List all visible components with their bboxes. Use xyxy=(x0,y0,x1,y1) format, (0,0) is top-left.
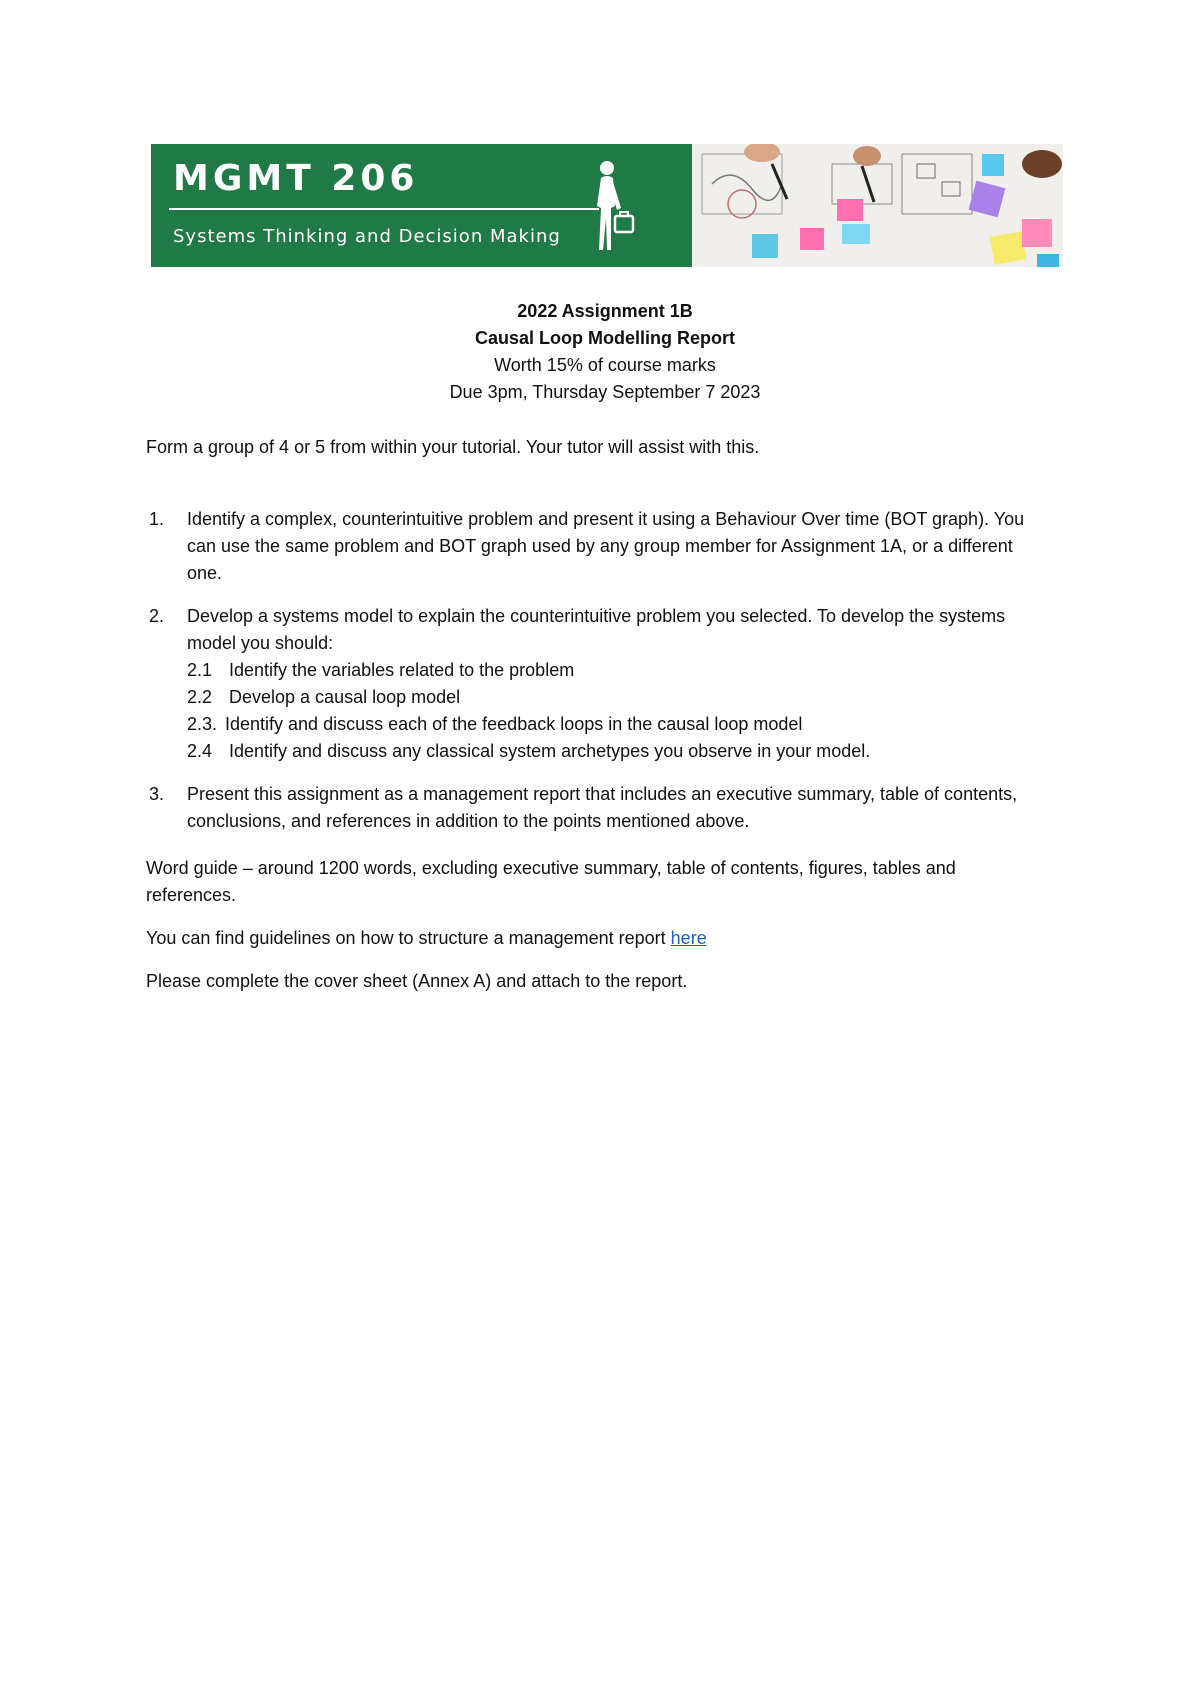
guidelines-text: You can find guidelines on how to structure a management report xyxy=(146,928,671,948)
report-title: Causal Loop Modelling Report xyxy=(475,328,735,348)
list-item xyxy=(146,781,1046,835)
sub-item-text: Identify the variables related to the problem xyxy=(229,660,575,680)
businesswoman-icon xyxy=(581,158,641,258)
whiteboard-photo xyxy=(692,144,1063,267)
sub-item-number: 2.2 xyxy=(187,687,213,707)
list-item xyxy=(146,506,1046,587)
banner-green-panel xyxy=(151,144,692,267)
course-subtitle: Systems Thinking and Decision Making xyxy=(173,226,561,247)
course-code: MGMT 206 xyxy=(173,158,419,199)
list-item-text: Present this assignment as a management report that includes an executive summary, table of contents, conclusions, and references in addition to the points mentioned above. xyxy=(187,784,1018,831)
list-item-text: Develop a systems model to explain the counterintuitive problem you selected. To develop the systems model you should: xyxy=(187,606,1006,653)
assignment-title: 2022 Assignment 1B xyxy=(517,301,693,321)
sub-item xyxy=(187,684,1046,711)
intro-paragraph: Form a group of 4 or 5 from within your tutorial. Your tutor will assist with this. xyxy=(146,437,760,457)
sub-item-number: 2.4 xyxy=(187,741,213,761)
list-item-number: 1. xyxy=(149,509,165,529)
sub-item-number: 2.3. xyxy=(187,714,218,734)
banner-divider xyxy=(169,208,599,210)
sub-item xyxy=(187,657,1046,684)
whiteboard-illustration xyxy=(692,144,1063,267)
task-list xyxy=(146,506,1046,851)
sub-item-number: 2.1 xyxy=(187,660,213,680)
guidelines-paragraph xyxy=(146,925,1046,952)
sub-item xyxy=(187,738,1046,765)
sub-item-text: Identify and discuss each of the feedback loops in the causal loop model xyxy=(225,714,803,734)
sub-item-text: Develop a causal loop model xyxy=(229,687,461,707)
guidelines-link[interactable]: here xyxy=(670,928,707,948)
list-item-text: Identify a complex, counterintuitive problem and present it using a Behaviour Over time (BOT graph). You can use the same problem and BOT graph used by any group member for Assignment 1A, or a different one. xyxy=(187,509,1025,583)
sub-item-text: Identify and discuss any classical system archetypes you observe in your model. xyxy=(229,741,871,761)
sub-item xyxy=(187,711,1046,738)
due-date: Due 3pm, Thursday September 7 2023 xyxy=(449,382,761,402)
list-item xyxy=(146,603,1046,765)
assignment-heading xyxy=(0,298,1200,406)
course-banner xyxy=(151,144,1063,267)
list-item-number: 2. xyxy=(149,606,165,626)
list-item-number: 3. xyxy=(149,784,165,804)
worth-line: Worth 15% of course marks xyxy=(494,355,716,375)
cover-sheet-instruction: Please complete the cover sheet (Annex A) and attach to the report. xyxy=(146,971,688,991)
word-guide: Word guide – around 1200 words, excluding executive summary, table of contents, figures, tables and references. xyxy=(146,858,956,905)
